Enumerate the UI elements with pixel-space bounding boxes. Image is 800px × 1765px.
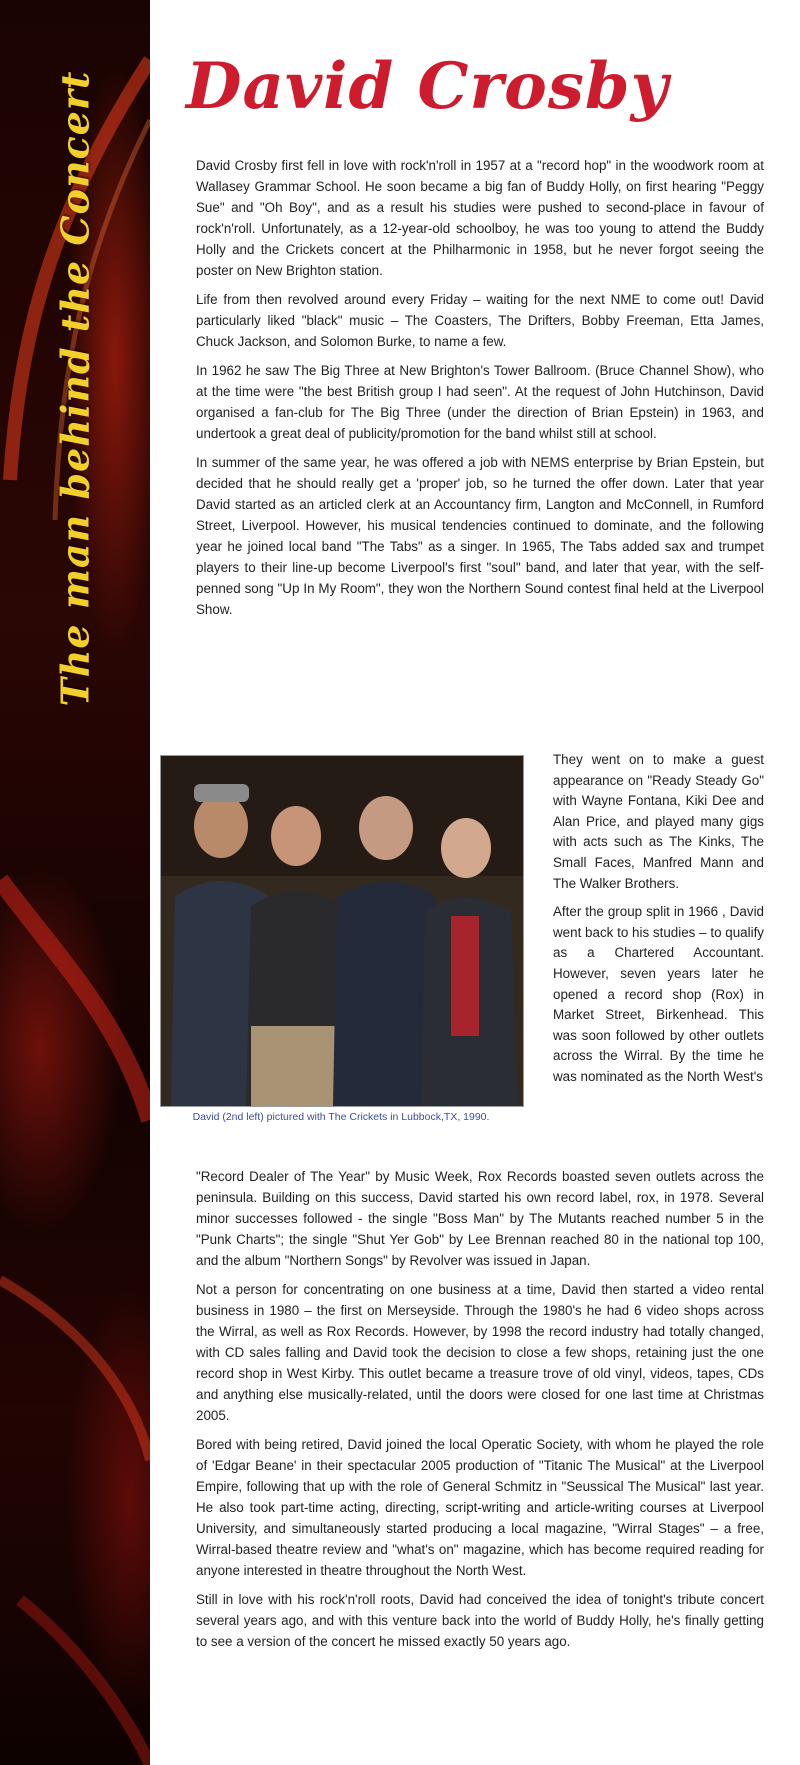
- side-text: [553, 750, 764, 1096]
- sidebar-title: The man behind the Concert: [52, 70, 98, 707]
- page-title: David Crosby: [186, 49, 669, 124]
- paragraph: Life from then revolved around every Friday – waiting for the next NME to come out! David particularly liked "black" music – The Coasters, The Drifters, Bobby Freeman, Etta James, Chuck Jackson, and Solomon Burke, to name a few.: [196, 292, 764, 349]
- paragraph: They went on to make a guest appearance on "Ready Steady Go" with Wayne Fontana, Kiki Dee and Alan Price, and played many gigs with acts such as The Kinks, The Small Faces, Manfred Mann and The Walker Brothers.: [553, 752, 764, 891]
- paragraph: In summer of the same year, he was offered a job with NEMS enterprise by Brian Epstein, but decided that he should really get a 'proper' job, so he turned the offer down. Later that year David started as an articled clerk at an Accountancy firm, Langton and McConnell, in Rumford Street, Liverpool. However, his musical tendencies continued to dominate, and the following year he joined local band "The Tabs" as a singer. In 1965, The Tabs added sax and trumpet players to their line-up become Liverpool's first "soul" band, and later that year, with the self-penned song "Up In My Room", they won the Northern Sound contest final held at the Liverpool Show.: [196, 455, 764, 617]
- paragraph: Bored with being retired, David joined the local Operatic Society, with whom he played the role of 'Edgar Beane' in their spectacular 2005 production of "Titanic The Musical" at the Liverpool Empire, following that up with the role of General Schmitz in "Seussical The Musical" last year. He also took part-time acting, directing, script-writing and article-writing courses at Liverpool University, and simultaneously started producing a local magazine, "Wirral Stages" – a free, Wirral-based theatre review and "what's on" magazine, which has become required reading for anyone interested in theatre throughout the North West.: [196, 1437, 764, 1578]
- intro-text: [196, 155, 764, 628]
- paragraph: In 1962 he saw The Big Three at New Brighton's Tower Ballroom. (Bruce Channel Show), who at the time were "the best British group I had seen". At the request of John Hutchinson, David organised a fan-club for The Big Three (under the direction of Brian Epstein) in 1963, and undertook a great deal of publicity/promotion for the band whilst still at school.: [196, 363, 764, 441]
- photo-illustration: [161, 756, 523, 1106]
- paragraph: Not a person for concentrating on one business at a time, David then started a video rental business in 1980 – the first on Merseyside. Through the 1980's he had 6 video shops across the Wirral, as well as Rox Records. However, by 1998 the record industry had totally changed, with CD sales falling and David took the decision to close a few shops, retaining just the one record shop in West Kirby. This outlet became a treasure trove of old vinyl, videos, tapes, CDs and anything else musically-related, until the doors were closed for one last time at Christmas 2005.: [196, 1282, 764, 1423]
- paragraph: Still in love with his rock'n'roll roots, David had conceived the idea of tonight's tribute concert several years ago, and with this venture back into the world of Buddy Holly, he's finally getting to see a version of the concert he missed exactly 50 years ago.: [196, 1592, 764, 1649]
- paragraph: David Crosby first fell in love with rock'n'roll in 1957 at a "record hop" in the woodwork room at Wallasey Grammar School. He soon became a big fan of Buddy Holly, on first hearing "Peggy Sue" and "Oh Boy", and as a result his studies were pushed to second-place in favour of rock'n'roll. Unfortunately, as a 12-year-old schoolboy, he was too young to attend the Buddy Holly and the Crickets concert at the Philharmonic in 1958, but he never forgot seeing the poster on New Brighton station.: [196, 158, 764, 278]
- decorative-sidebar: [0, 0, 150, 1765]
- photo-caption: David (2nd left) pictured with The Crickets in Lubbock,TX, 1990.: [192, 1111, 490, 1123]
- group-photo: [160, 755, 524, 1107]
- paragraph: "Record Dealer of The Year" by Music Week, Rox Records boasted seven outlets across the peninsula. Building on this success, David started his own record label, rox, in 1978. Several minor successes followed - the single "Boss Man" by The Mutants reached number 5 in the "Punk Charts"; the single "Shut Yer Gob" by Lee Brennan reached 80 in the national top 100, and the album "Northern Songs" by Revolver was issued in Japan.: [196, 1169, 764, 1268]
- paragraph: After the group split in 1966 , David went back to his studies – to qualify as a Chartered Accountant. However, seven years later he opened a record shop (Rox) in Market Street, Birkenhead. This was soon followed by other outlets across the Wirral. By the time he was nominated as the North West's: [553, 904, 764, 1084]
- continued-text: [196, 1166, 764, 1660]
